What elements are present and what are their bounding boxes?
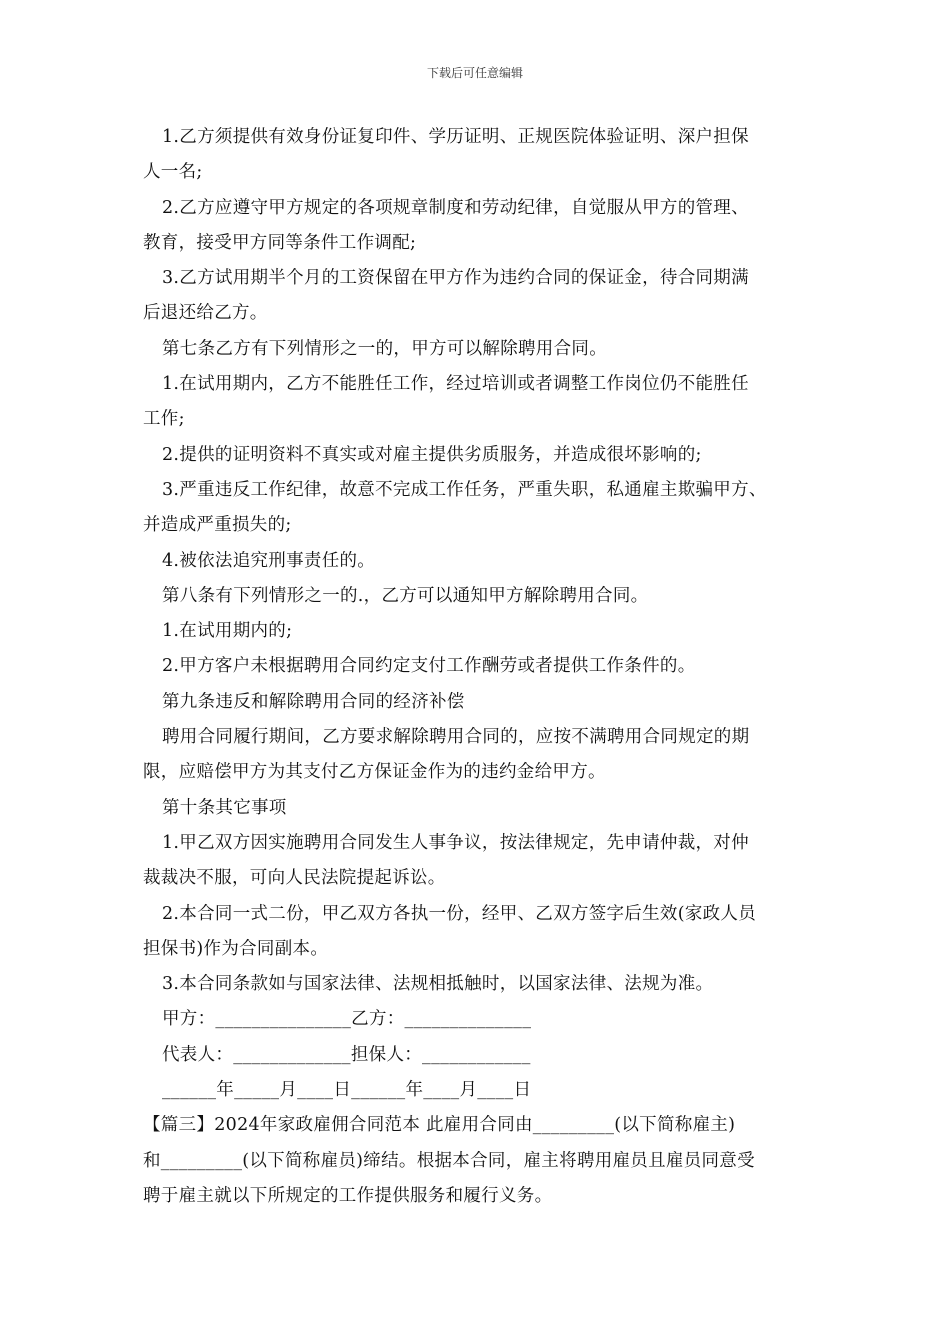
article-heading: [143, 579, 808, 614]
page-header: 下载后可任意编辑: [426, 66, 523, 80]
paragraph-line: 并造成严重损失的;: [143, 515, 292, 536]
paragraph: [143, 967, 808, 1002]
paragraph-line: 3.严重违反工作纪律，故意不完成工作任务，严重失职，私通雇主欺骗甲方、: [162, 479, 767, 500]
section-three-heading: 【篇三】2024年家政雇佣合同范本 此雇用合同由_________(以下简称雇主): [143, 1115, 736, 1136]
paragraph-line: 裁裁决不服，可向人民法院提起诉讼。: [143, 868, 446, 889]
paragraph: [143, 614, 808, 649]
paragraph-line: 后退还给乙方。: [143, 303, 268, 324]
paragraph-line: 2.乙方应遵守甲方规定的各项规章制度和劳动纪律，自觉服从甲方的管理、: [162, 197, 749, 218]
paragraph-line: 1.甲乙双方因实施聘用合同发生人事争议，按法律规定，先申请仲裁，对仲: [162, 832, 749, 853]
signature-block: [143, 1002, 808, 1108]
signature-parties-line: 甲方：_______________乙方：______________: [162, 1009, 532, 1030]
paragraph-line: 限，应赔偿甲方为其支付乙方保证金作为的违约金给甲方。: [143, 762, 606, 783]
paragraph-line: 聘于雇主就以下所规定的工作提供服务和履行义务。: [143, 1185, 553, 1206]
paragraph-line: 第八条有下列情形之一的.，乙方可以通知甲方解除聘用合同。: [162, 585, 649, 606]
article-heading: [143, 791, 808, 826]
paragraph-line: 2.甲方客户未根据聘用合同约定支付工作酬劳或者提供工作条件的。: [162, 656, 696, 677]
paragraph-line: 第十条其它事项: [162, 797, 287, 818]
paragraph: [143, 261, 808, 332]
paragraph-line: 担保书)作为合同副本。: [143, 938, 329, 959]
paragraph-line: 第七条乙方有下列情形之一的，甲方可以解除聘用合同。: [162, 338, 607, 359]
paragraph: [143, 438, 808, 473]
paragraph-line: 第九条违反和解除聘用合同的经济补偿: [162, 691, 465, 712]
paragraph-line: 聘用合同履行期间，乙方要求解除聘用合同的，应按不满聘用合同规定的期: [162, 727, 750, 748]
paragraph-line: 和_________(以下简称雇员)缔结。根据本合同，雇主将聘用雇员且雇员同意受: [143, 1150, 755, 1171]
article-heading: [143, 332, 808, 367]
paragraph: [143, 367, 808, 438]
paragraph: [143, 191, 808, 262]
paragraph: [143, 120, 808, 191]
paragraph-line: 工作;: [143, 409, 185, 430]
paragraph: [143, 473, 808, 544]
signature-date-line: ______年_____月____日______年____月____日: [162, 1080, 532, 1101]
paragraph-line: 1.在试用期内的;: [162, 621, 293, 642]
signature-representatives-line: 代表人：_____________担保人：____________: [162, 1044, 531, 1065]
paragraph-line: 教育，接受甲方同等条件工作调配;: [143, 232, 417, 253]
paragraph-line: 1.在试用期内，乙方不能胜任工作，经过培训或者调整工作岗位仍不能胜任: [162, 374, 749, 395]
section-three: [143, 1108, 808, 1214]
paragraph-line: 1.乙方须提供有效身份证复印件、学历证明、正规医院体验证明、深户担保: [162, 127, 749, 147]
paragraph: [143, 897, 808, 968]
paragraph: [143, 649, 808, 684]
paragraph-line: 2.提供的证明资料不真实或对雇主提供劣质服务，并造成很坏影响的;: [162, 444, 702, 465]
paragraph-line: 3.乙方试用期半个月的工资保留在甲方作为违约合同的保证金，待合同期满: [162, 268, 749, 289]
paragraph: [143, 544, 808, 579]
paragraph: [143, 720, 808, 791]
document-body: [143, 120, 808, 1214]
article-heading: [143, 685, 808, 720]
paragraph-line: 4.被依法追究刑事责任的。: [162, 550, 376, 571]
paragraph-line: 人一名;: [143, 162, 203, 183]
paragraph-line: 2.本合同一式二份，甲乙双方各执一份，经甲、乙双方签字后生效(家政人员: [162, 903, 757, 924]
paragraph-line: 3.本合同条款如与国家法律、法规相抵触时，以国家法律、法规为准。: [162, 974, 714, 995]
paragraph: [143, 826, 808, 897]
